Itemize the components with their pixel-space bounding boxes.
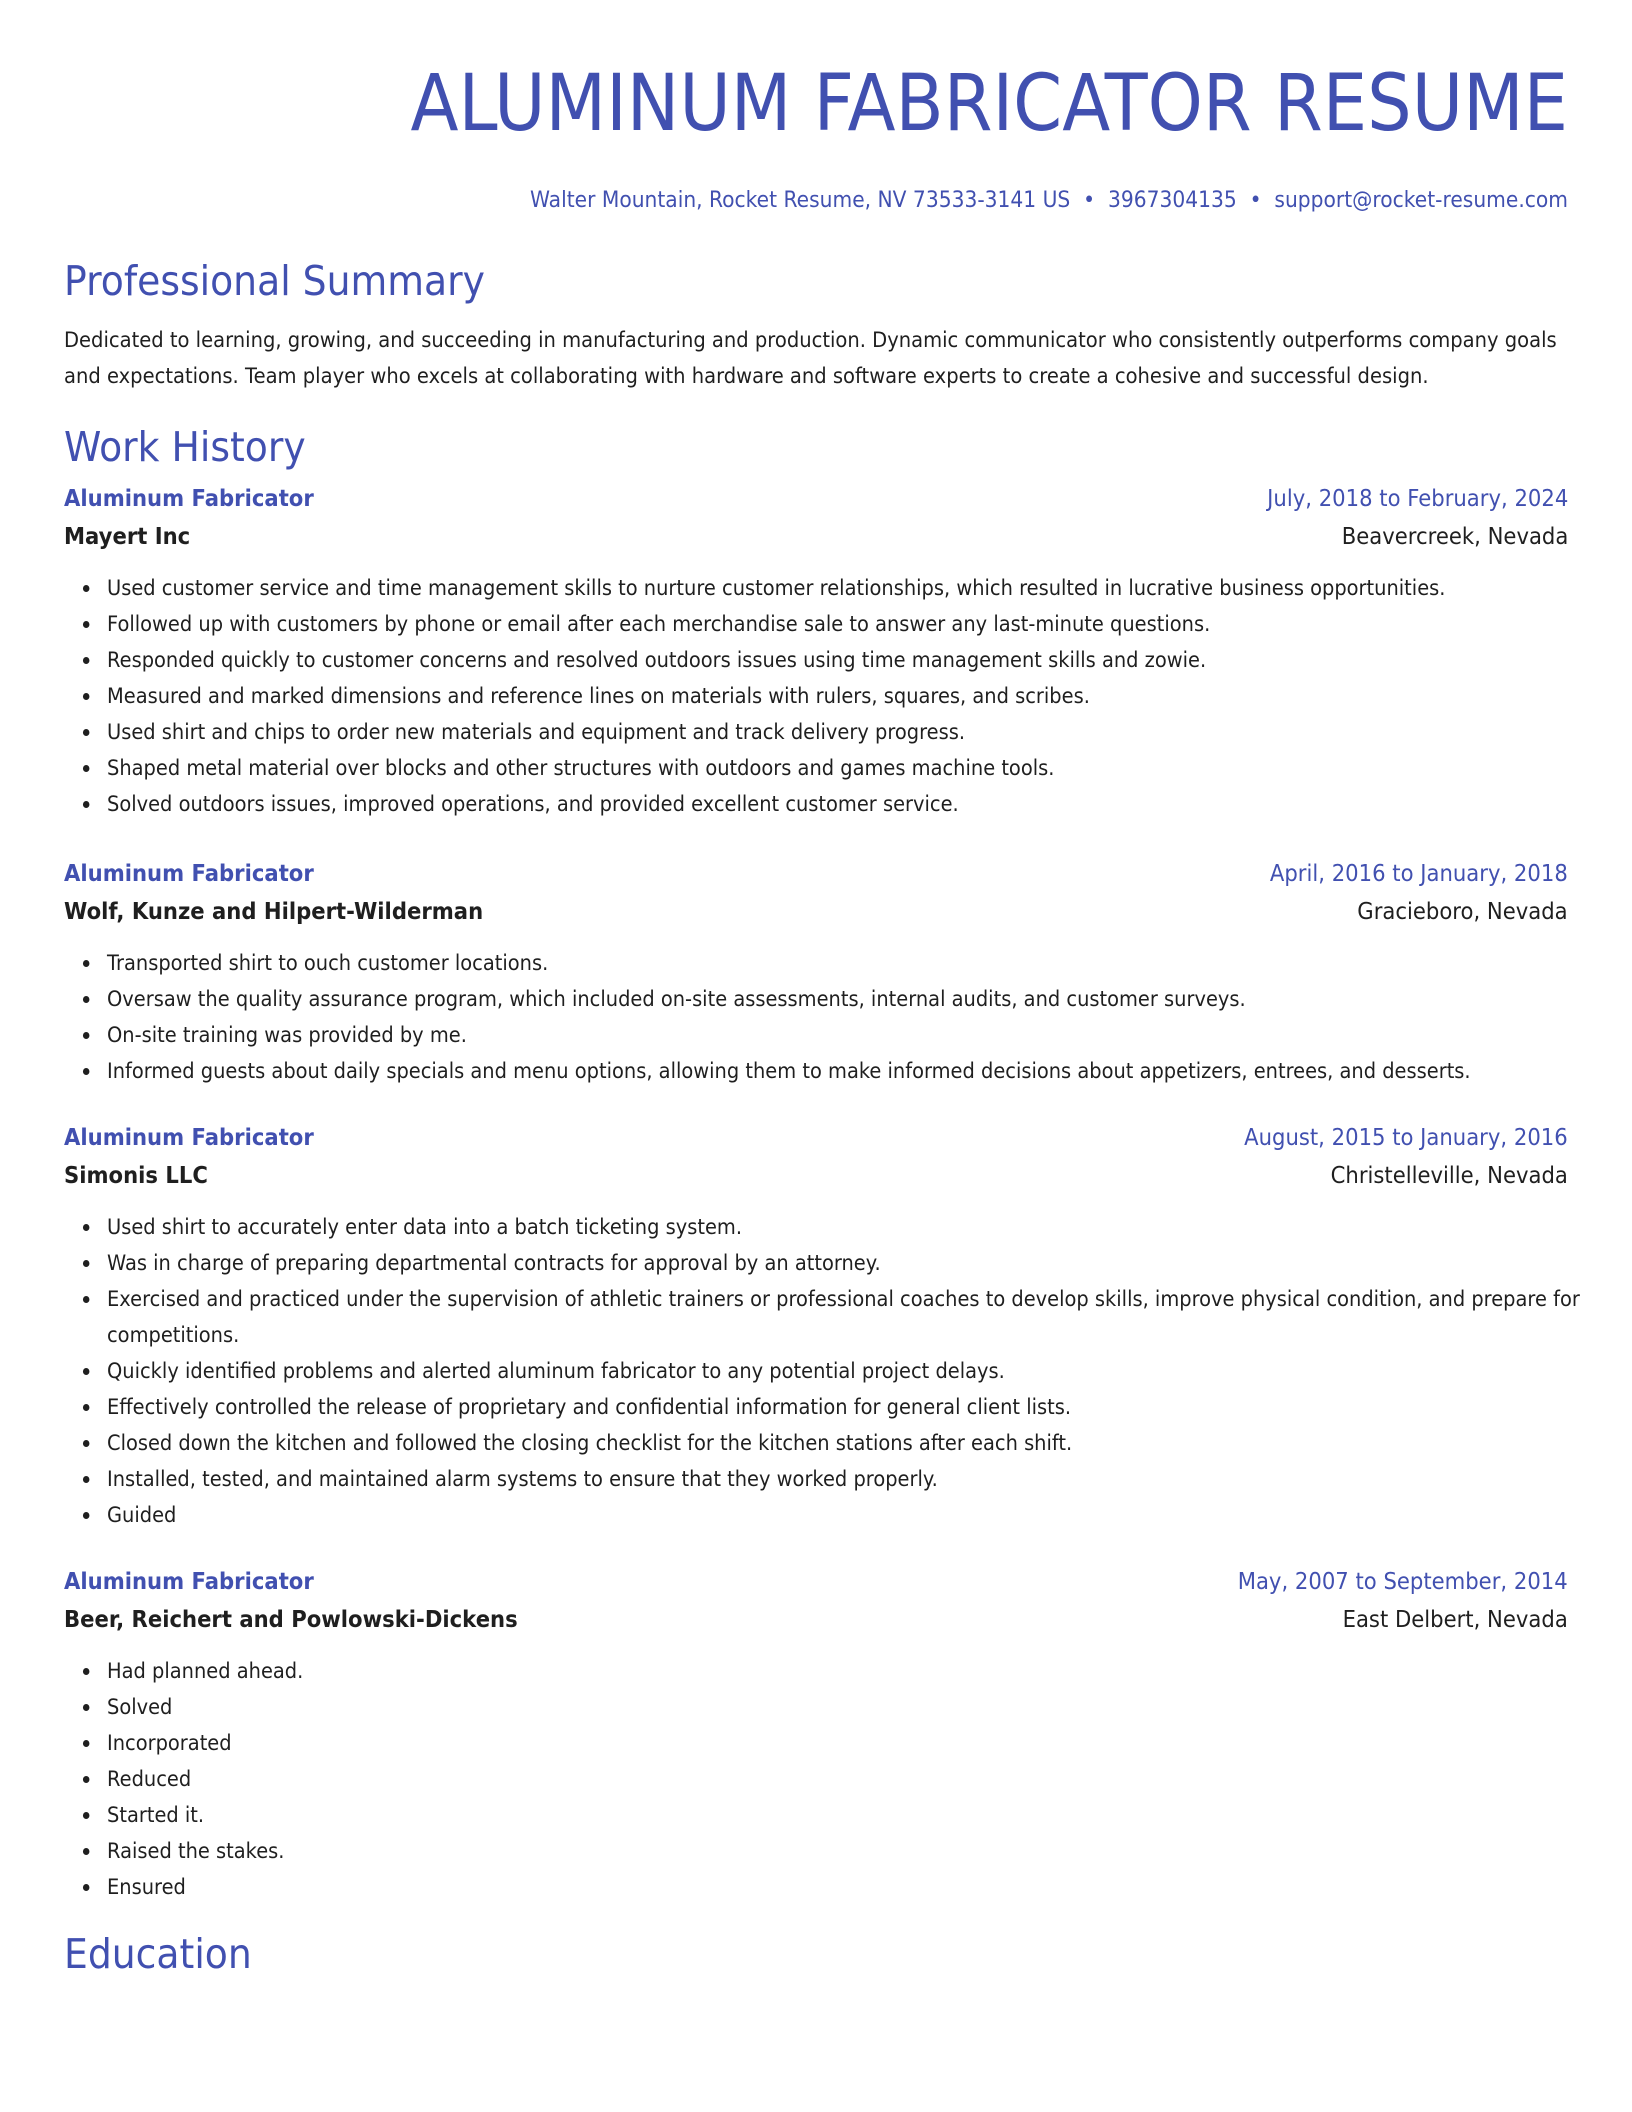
job-spacer [64, 1089, 1568, 1119]
job-bullet: Effectively controlled the release of proprietary and confidential information for general client lists. [107, 1389, 1615, 1425]
job-bullet: Informed guests about daily specials and menu options, allowing them to make informed decisions about appetizers, entrees, and desserts. [107, 1053, 1615, 1089]
contact-separator: • [1083, 188, 1096, 213]
job-dates: July, 2018 to February, 2024 [1266, 486, 1568, 512]
job-bullet: Reduced [107, 1761, 1615, 1797]
job-spacer [64, 1533, 1568, 1563]
job-title: Aluminum Fabricator [64, 1569, 314, 1595]
job-bullets [64, 1209, 1580, 1533]
job-bullet: Used customer service and time management skills to nurture customer relationships, which resulted in lucrative business opportunities. [107, 570, 1615, 606]
job-bullet: Transported shirt to ouch customer locations. [107, 945, 1615, 981]
job-company: Beer, Reichert and Powlowski-Dickens [64, 1607, 518, 1633]
job-bullet: Incorporated [107, 1725, 1615, 1761]
job-entry [64, 1563, 1568, 1905]
job-company-row [64, 1601, 1568, 1639]
job-bullet: Was in charge of preparing departmental contracts for approval by an attorney. [107, 1245, 1615, 1281]
job-bullet: Had planned ahead. [107, 1653, 1615, 1689]
summary-text: Dedicated to learning, growing, and succeeding in manufacturing and production. Dynamic communicator who consistently outperforms company goals and expectations. Team player who excels at collaborating with hardware and software experts to create a cohesive and successful design. [64, 328, 1557, 388]
job-title: Aluminum Fabricator [64, 1125, 314, 1151]
job-bullets [64, 570, 1568, 822]
contact-address: Walter Mountain, Rocket Resume, NV 73533-3141 US [529, 188, 1071, 213]
job-bullet: Solved outdoors issues, improved operations, and provided excellent customer service. [107, 786, 1615, 822]
contact-separator: • [1249, 188, 1262, 213]
job-entry [64, 480, 1568, 822]
job-company: Simonis LLC [64, 1163, 208, 1189]
job-location: Beavercreek, Nevada [1341, 524, 1568, 550]
job-bullet: Used shirt and chips to order new materials and equipment and track delivery progress. [107, 714, 1615, 750]
resume-title: ALUMINUM FABRICATOR RESUME [410, 59, 1568, 149]
job-bullets [64, 945, 1568, 1089]
work-history-heading: Work History [64, 423, 306, 471]
contact-phone: 3967304135 [1107, 188, 1237, 213]
job-spacer [64, 822, 1568, 855]
job-header-row [64, 480, 1568, 518]
job-bullet: On-site training was provided by me. [107, 1017, 1615, 1053]
job-bullet: Solved [107, 1689, 1615, 1725]
job-header-row [64, 1563, 1568, 1601]
job-bullet: Shaped metal material over blocks and other structures with outdoors and games machine tools. [107, 750, 1615, 786]
job-bullets [64, 1653, 1568, 1905]
job-company-row [64, 893, 1568, 931]
summary-heading: Professional Summary [64, 257, 485, 305]
job-company: Mayert Inc [64, 524, 191, 550]
job-company-row [64, 1157, 1568, 1195]
job-dates: May, 2007 to September, 2014 [1237, 1569, 1568, 1595]
job-bullet: Ensured [107, 1869, 1615, 1905]
job-bullet: Measured and marked dimensions and reference lines on materials with rulers, squares, and scribes. [107, 678, 1615, 714]
job-title: Aluminum Fabricator [64, 861, 314, 887]
job-bullet: Oversaw the quality assurance program, which included on-site assessments, internal audits, and customer surveys. [107, 981, 1615, 1017]
job-bullet: Installed, tested, and maintained alarm systems to ensure that they worked properly. [107, 1461, 1615, 1497]
job-entry [64, 1119, 1580, 1533]
job-entry [64, 855, 1568, 1089]
job-bullet: Exercised and practiced under the supervision of athletic trainers or professional coaches to develop skills, improve physical condition, and prepare for competitions. [107, 1281, 1615, 1353]
job-bullet: Raised the stakes. [107, 1833, 1615, 1869]
job-bullet: Followed up with customers by phone or email after each merchandise sale to answer any last-minute questions. [107, 606, 1615, 642]
job-bullet: Guided [107, 1497, 1615, 1533]
job-dates: August, 2015 to January, 2016 [1244, 1125, 1568, 1151]
job-bullet: Started it. [107, 1797, 1615, 1833]
job-location: Gracieboro, Nevada [1357, 899, 1568, 925]
job-header-row [64, 855, 1568, 893]
job-title: Aluminum Fabricator [64, 486, 314, 512]
contact-line [184, 186, 1568, 216]
job-location: East Delbert, Nevada [1342, 1607, 1568, 1633]
job-bullet: Responded quickly to customer concerns and resolved outdoors issues using time management skills and zowie. [107, 642, 1615, 678]
job-location: Christelleville, Nevada [1330, 1163, 1568, 1189]
job-company-row [64, 518, 1568, 556]
job-dates: April, 2016 to January, 2018 [1270, 861, 1568, 887]
contact-email[interactable]: support@rocket-resume.com [1274, 188, 1568, 213]
job-bullet: Used shirt to accurately enter data into a batch ticketing system. [107, 1209, 1615, 1245]
job-bullet: Closed down the kitchen and followed the closing checklist for the kitchen stations after each shift. [107, 1425, 1615, 1461]
job-bullet: Quickly identified problems and alerted aluminum fabricator to any potential project delays. [107, 1353, 1615, 1389]
job-company: Wolf, Kunze and Hilpert-Wilderman [64, 899, 484, 925]
job-header-row [64, 1119, 1568, 1157]
education-heading: Education [64, 1930, 252, 1978]
